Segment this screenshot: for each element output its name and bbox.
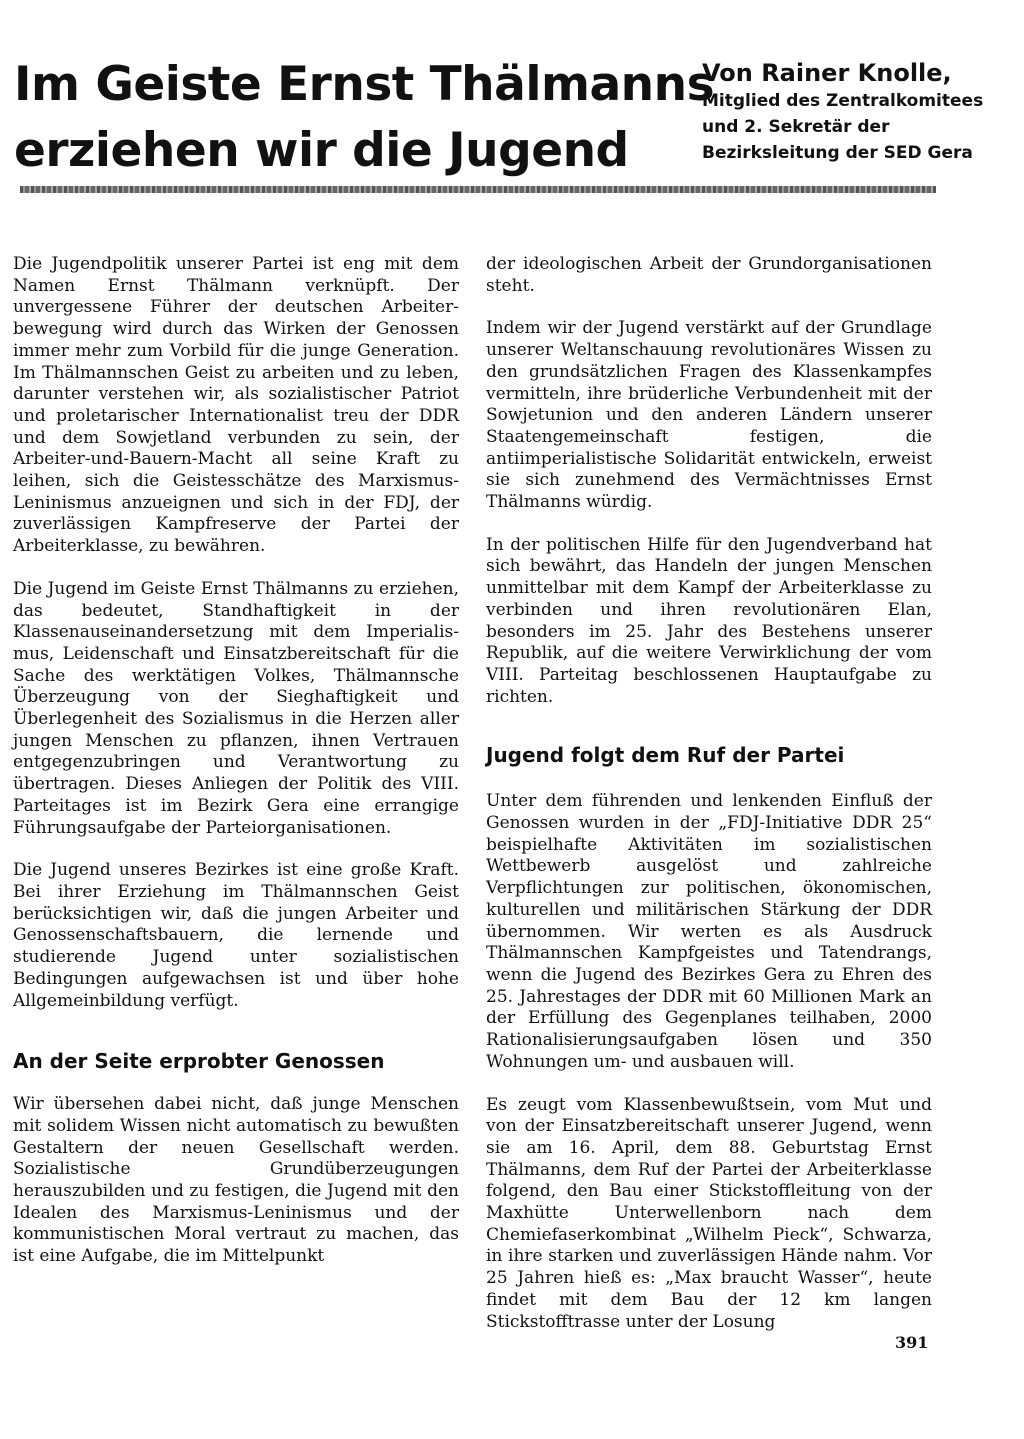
paragraph: Indem wir der Jugend verstärkt auf der Grundlage unserer Weltanschauung revolutionäres Wissen zu den grundsätzlichen Fragen des Klassenkampfes vermitteln, ihre brüderliche Verbundenheit mit der Sowjetunion und den anderen Ländern unserer Staatengemeinschaft festigen, die antiimperialistische Solidarität entwickeln, erweist sie sich zunehmend des Vermächtnisses Ernst Thälmanns würdig. <box>486 318 932 513</box>
paragraph: Die Jugendpolitik unserer Partei ist eng mit dem Namen Ernst Thälmann verknüpft. Der unvergessene Führer der deutschen Arbeiterbewegung wird durch das Wirken der Genossen immer mehr zum Vorbild für die junge Generation. Im Thälmannschen Geist zu arbeiten und zu leben, darunter verstehen wir, als sozialistischer Patriot und proletarischer Internationalist treu der DDR und dem Sowjetland verbunden zu sein, der Arbeiter-und-Bauern-Macht all seine Kraft zu leihen, sich die Geistesschätze des Marxismus-Leninismus anzueignen und sich in der FDJ, der zuverlässigen Kampfreserve der Partei der Arbeiterklasse, zu bewähren. <box>13 254 459 557</box>
paragraph: Die Jugend unseres Bezirkes ist eine große Kraft. Bei ihrer Erziehung im Thälmannschen Geist berücksichtigen wir, daß die jungen Arbeiter und Genossenschaftsbauern, die lernende und studierende Jugend unter sozialistischen Bedingungen aufgewachsen ist und über hohe Allgemeinbildung verfügt. <box>13 860 459 1011</box>
section-heading: An der Seite erprobter Genossen <box>13 1049 385 1074</box>
paragraph: In der politischen Hilfe für den Jugendverband hat sich bewährt, das Handeln der jungen Menschen unmittelbar mit dem Kampf der Arbeiterklasse zu verbinden und ihren revolutionären Elan, besonders im 25. Jahr des Bestehens unserer Republik, auf die weitere Verwirklichung der vom VIII. Parteitag beschlossenen Hauptaufgabe zu richten. <box>486 534 932 707</box>
paragraph: Unter dem führenden und lenkenden Einfluß der Genossen wurden in der „FDJ-Initiative DDR 25“ beispielhafte Aktivitäten im sozialistischen Wettbewerb ausgelöst und zahlreiche Verpflichtungen zur politischen, ökonomischen, kulturellen und militärischen Stärkung der DDR übernommen. Wir werten es als Ausdruck Thälmannschen Kampfgeistes und Tatendrangs, wenn die Jugend des Bezirkes Gera zu Ehren des 25. Jahrestages der DDR mit 60 Millionen Mark an der Erfüllung des Gegenplanes teilhaben, 2000 Rationalisierungsaufgaben lösen und 350 Wohnungen um- und ausbauen will. <box>486 791 932 1072</box>
paragraph: Wir übersehen dabei nicht, daß junge Menschen mit solidem Wissen nicht automatisch zu bewußten Gestaltern der neuen Gesellschaft werden. Sozialistische Grundüberzeugungen herauszubilden und zu festigen, die Jugend mit den Idealen des Marxismus-Leninismus und der kommunistischen Moral vertraut zu machen, das ist eine Aufgabe, die im Mittelpunkt <box>13 1094 459 1267</box>
byline <box>702 58 1002 166</box>
section-heading: Jugend folgt dem Ruf der Partei <box>486 743 845 768</box>
author-role-line: und 2. Sekretär der <box>702 117 890 137</box>
author-role-line: Bezirksleitung der SED Gera <box>702 143 973 163</box>
paragraph: der ideologischen Arbeit der Grundorganisationen steht. <box>486 254 932 296</box>
right-column <box>486 254 932 1354</box>
header-divider <box>20 186 936 193</box>
title-line: Im Geiste Ernst Thälmanns <box>14 57 715 112</box>
page-number: 391 <box>895 1333 929 1352</box>
paragraph: Die Jugend im Geiste Ernst Thälmanns zu erziehen, das bedeutet, Standhaftigkeit in der Klassenauseinandersetzung mit dem Imperialismus, Leidenschaft und Einsatzbereitschaft für die Sache des werktätigen Volkes, Thälmannsche Überzeugung von der Sieghaftigkeit und Überlegenheit des Sozialismus in die Herzen aller jungen Menschen zu pflanzen, ihnen Vertrauen entgegenzubringen und Verantwortung zu übertragen. Dieses Anliegen der Politik des VIII. Parteitages ist im Bezirk Gera eine errangige Führungsaufgabe der Parteiorganisationen. <box>13 578 459 838</box>
article-title <box>14 52 715 184</box>
author-role-line: Mitglied des Zentralkomitees <box>702 91 984 111</box>
title-line: erziehen wir die Jugend <box>14 123 629 178</box>
author-name: Von Rainer Knolle, <box>702 59 952 87</box>
left-column <box>13 254 459 1289</box>
paragraph: Es zeugt vom Klassenbewußtsein, vom Mut und von der Einsatzbereitschaft unserer Jugend, wenn sie am 16. April, dem 88. Geburtstag Ernst Thälmanns, dem Ruf der Partei der Arbeiterklasse folgend, den Bau einer Stickstoffleitung von der Maxhütte Unterwellenborn nach dem Chemiefaserkombinat „Wilhelm Pieck“, Schwarza, in ihre starken und zuverlässigen Hände nahm. Vor 25 Jahren hieß es: „Max braucht Wasser“, heute findet mit dem Bau der 12 km langen Stickstofftrasse unter der Losung <box>486 1094 932 1332</box>
